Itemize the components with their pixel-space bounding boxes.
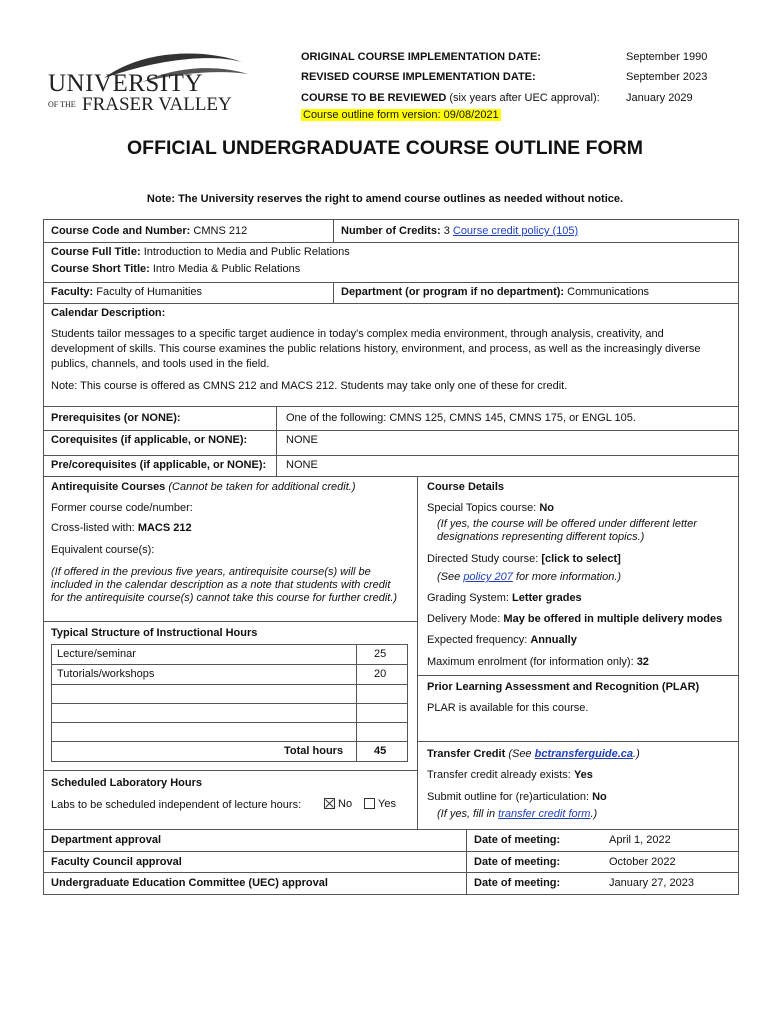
- special-topics: Special Topics course: No: [427, 502, 554, 514]
- hours-row-value: 25: [374, 648, 387, 660]
- calendar-note: Note: This course is offered as CMNS 212 and MACS 212. Students may take only one of these for credit.: [51, 380, 568, 392]
- logo-fraser-valley: FRASER VALLEY: [82, 94, 232, 115]
- equivalent-courses: Equivalent course(s):: [51, 544, 155, 556]
- logo-of-the: OF THE: [48, 100, 76, 109]
- short-title: Course Short Title: Intro Media & Public Relations: [51, 263, 301, 275]
- calendar-line-2: development of skills. This course examines the public relations history, environment, and process, as well as the increasingly diverse: [51, 343, 701, 355]
- form-version: Course outline form version: 09/08/2021: [303, 109, 499, 121]
- antireq-note-2: included in the calendar description as a note that students with credit: [51, 579, 391, 591]
- expected-frequency: Expected frequency: Annually: [427, 634, 577, 646]
- total-hours-label: Total hours: [284, 745, 344, 757]
- approval-date: October 2022: [609, 856, 676, 868]
- department: Department (or program if no department): Communications: [341, 286, 650, 298]
- approval-date-label: Date of meeting:: [474, 856, 561, 868]
- revised-date-value: September 2023: [626, 71, 708, 83]
- amend-note: Note: The University reserves the right to amend course outlines as needed without notice.: [146, 193, 624, 205]
- directed-study: Directed Study course: [click to select]: [427, 553, 621, 565]
- full-title: Course Full Title: Introduction to Media and Public Relations: [51, 246, 350, 258]
- calendar-label: Calendar Description:: [51, 307, 166, 319]
- course-outline-form: [43, 219, 739, 895]
- prereq-label: Prerequisites (or NONE):: [51, 412, 181, 424]
- unchecked-checkbox-icon[interactable]: [364, 798, 375, 809]
- review-date-note: (six years after UEC approval):: [449, 92, 600, 104]
- review-date-value: January 2029: [626, 92, 693, 104]
- calendar-line-3: publics, channels, and tools used in the field.: [51, 358, 270, 370]
- approval-label: Faculty Council approval: [51, 856, 182, 868]
- directed-study-select[interactable]: [click to select]: [541, 553, 621, 565]
- policy-207-link[interactable]: policy 207: [463, 571, 513, 583]
- original-date-label: ORIGINAL COURSE IMPLEMENTATION DATE:: [301, 51, 541, 63]
- hours-row-name: Lecture/seminar: [57, 648, 136, 660]
- antireq-note-3: for the antirequisite course(s) cannot take this course for further credit.): [51, 592, 398, 604]
- antireq-note-1: (If offered in the previous five years, antirequisite course(s) will be: [51, 566, 371, 578]
- plar-value: PLAR is available for this course.: [427, 702, 589, 714]
- max-enrolment: Maximum enrolment (for information only): 32: [427, 656, 649, 668]
- faculty: Faculty: Faculty of Humanities: [51, 286, 203, 298]
- former-course: Former course code/number:: [51, 502, 193, 514]
- rearticulation: Submit outline for (re)articulation: No: [427, 791, 607, 803]
- credit-policy-link[interactable]: Course credit policy (105): [452, 225, 579, 237]
- policy-note: (See policy 207 for more information.): [437, 571, 622, 583]
- calendar-line-1: Students tailor messages to a specific target audience in today's complex media environment, through analysis, creativity, and: [51, 328, 664, 340]
- transfer-credit-form-link[interactable]: transfer credit form: [498, 808, 591, 820]
- approval-date-label: Date of meeting:: [474, 877, 561, 889]
- coreq-value: NONE: [286, 434, 318, 446]
- bctransferguide-link[interactable]: bctransferguide.ca: [534, 748, 634, 760]
- lab-label: Scheduled Laboratory Hours: [51, 777, 202, 789]
- review-date-label: COURSE TO BE REVIEWED: [301, 92, 447, 104]
- cross-listed: Cross-listed with: MACS 212: [51, 522, 192, 534]
- review-date-row: [301, 92, 600, 104]
- hours-label: Typical Structure of Instructional Hours: [51, 627, 258, 639]
- total-hours-value: 45: [374, 745, 387, 757]
- lab-question: Labs to be scheduled independent of lecture hours:: [51, 799, 302, 811]
- credits: Number of Credits: 3 Course credit policy (105): [341, 225, 579, 237]
- page-title: OFFICIAL UNDERGRADUATE COURSE OUTLINE FORM: [126, 137, 644, 159]
- lab-no-option[interactable]: No: [324, 798, 352, 810]
- transfer-credit-label: Transfer Credit (See bctransferguide.ca.): [427, 748, 640, 760]
- approval-date-label: Date of meeting:: [474, 834, 561, 846]
- plar-label: Prior Learning Assessment and Recognition (PLAR): [427, 681, 700, 693]
- approval-label: Department approval: [51, 834, 162, 846]
- antireq-label: Antirequisite Courses (Cannot be taken for additional credit.): [51, 481, 356, 493]
- course-details-label: Course Details: [427, 481, 505, 493]
- special-note-1: (If yes, the course will be offered under different letter: [437, 518, 697, 530]
- university-logo: [42, 48, 252, 118]
- original-date-value: September 1990: [626, 51, 708, 63]
- transfer-exists: Transfer credit already exists: Yes: [427, 769, 593, 781]
- checked-checkbox-icon[interactable]: [324, 798, 335, 809]
- lab-yes-option[interactable]: Yes: [364, 798, 396, 810]
- approval-date: April 1, 2022: [609, 834, 671, 846]
- precoreq-value: NONE: [286, 459, 318, 471]
- delivery-mode: Delivery Mode: May be offered in multiple delivery modes: [427, 613, 723, 625]
- approval-date: January 27, 2023: [609, 877, 695, 889]
- grading-system: Grading System: Letter grades: [427, 592, 582, 604]
- approval-label: Undergraduate Education Committee (UEC) approval: [51, 877, 328, 889]
- course-code: Course Code and Number: CMNS 212: [51, 225, 248, 237]
- precoreq-label: Pre/corequisites (if applicable, or NONE):: [51, 459, 267, 471]
- special-note-2: designations representing different topics.): [437, 531, 645, 543]
- revised-date-label: REVISED COURSE IMPLEMENTATION DATE:: [301, 71, 536, 83]
- hours-row-name: Tutorials/workshops: [57, 668, 155, 680]
- transfer-form-note: (If yes, fill in transfer credit form.): [437, 808, 598, 820]
- coreq-label: Corequisites (if applicable, or NONE):: [51, 434, 248, 446]
- logo-university: UNIVERSITY: [48, 70, 203, 97]
- hours-row-value: 20: [374, 668, 387, 680]
- prereq-value: One of the following: CMNS 125, CMNS 145, CMNS 175, or ENGL 105.: [286, 412, 636, 424]
- hours-table: [51, 644, 408, 762]
